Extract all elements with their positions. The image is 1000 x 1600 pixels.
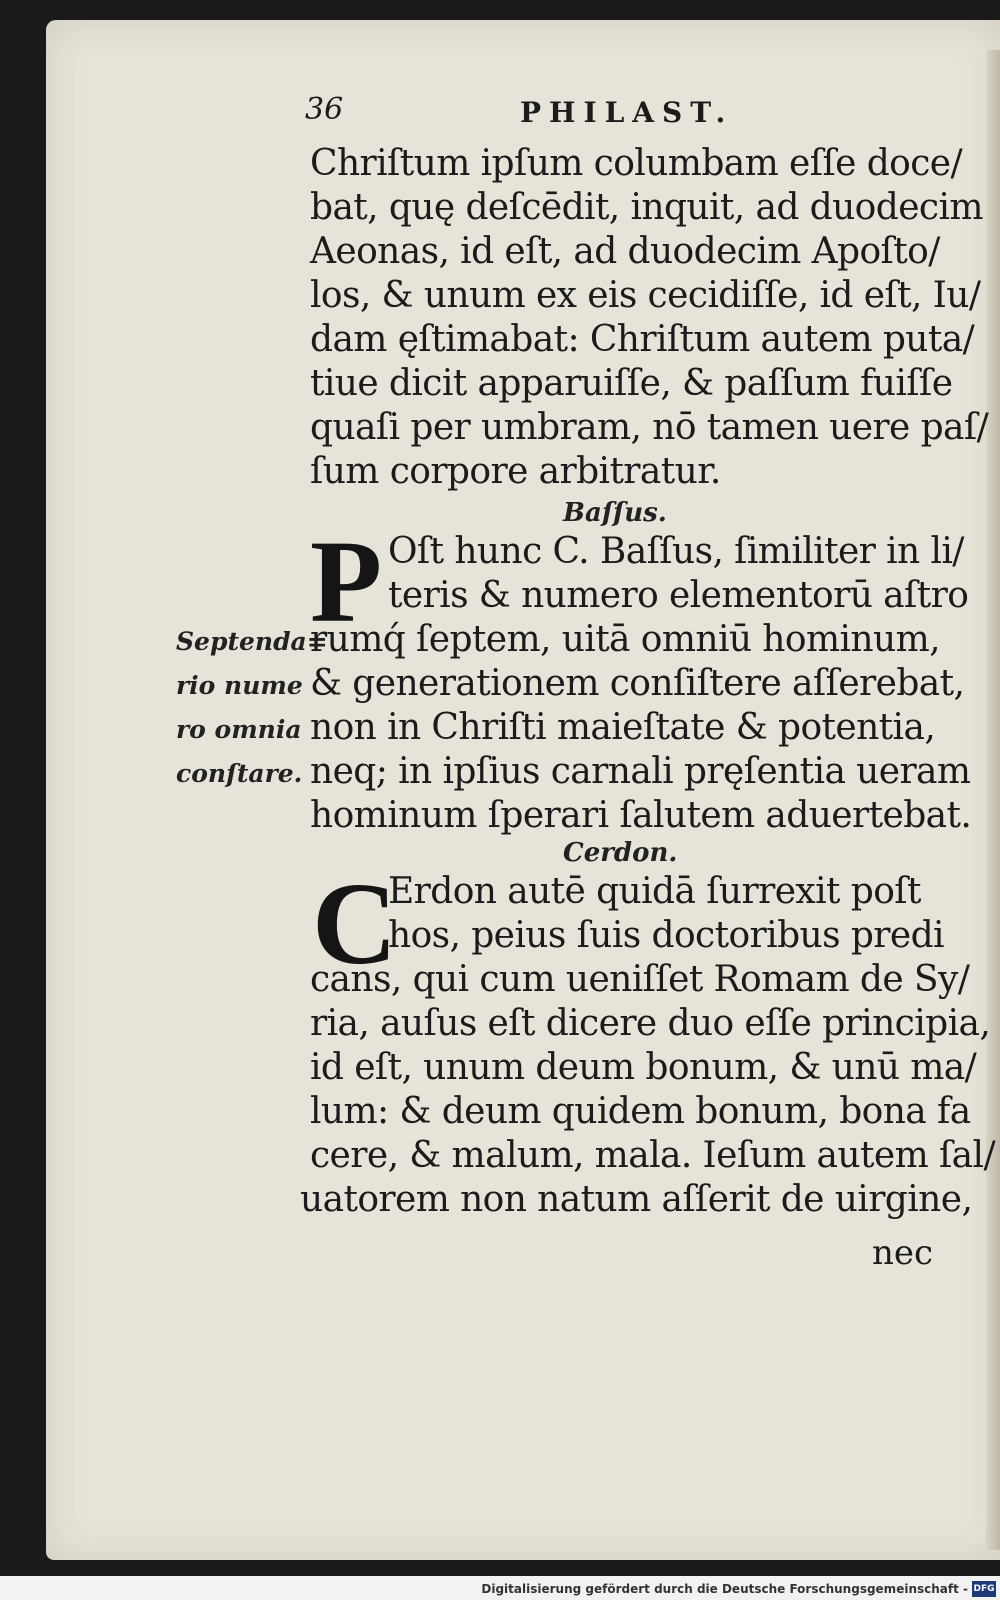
text-line: uatorem non natum aſſerit de uirgine, [300,1179,973,1220]
text-line: hominum ſperari ſalutem aduertebat. [310,795,972,836]
margin-note-line: ro omnia [176,715,302,744]
text-line: hos, peius ſuis doctoribus predi [388,915,944,956]
margin-note-line: Septenda= [176,627,328,656]
text-line: Oſt hunc C. Baſſus, ſimiliter in li/ [388,531,964,572]
footer-bar [0,1576,1000,1600]
text-line: cans, qui cum ueniſſet Romam de Sy/ [310,959,970,1000]
text-line: rumq́ ſeptem, uitā omniū hominum, [310,619,940,660]
section-heading-bassus: Baſſus. [563,498,667,528]
text-line: non in Chriſti maieſtate & potentia, [310,707,936,748]
page-edge [986,50,1000,1550]
margin-note-line: rio nume [176,671,303,700]
text-line: & generationem conſiſtere aſſerebat, [310,663,965,704]
footer-credit: Digitalisierung gefördert durch die Deutsche Forschungsgemeinschaft - [481,1582,968,1596]
text-line: neq; in ipſius carnali pręſentia ueram [310,751,971,792]
text-line: cere, & malum, mala. Ieſum autem ſal/ [310,1135,995,1176]
drop-cap-c: C [312,858,398,989]
text-line: quaſi per umbram, nō tamen uere paſ/ [310,407,989,448]
catchword: nec [872,1233,934,1273]
text-line: los, & unum ex eis cecidiſſe, id eſt, Iu/ [310,275,981,316]
section-heading-cerdon: Cerdon. [563,838,678,868]
page-number: 36 [305,92,344,127]
text-line: dam ęſtimabat: Chriſtum autem puta/ [310,319,975,360]
text-line: Aeonas, id eſt, ad duodecim Apoſto/ [310,231,940,272]
running-title: PHILAST. [520,96,734,129]
margin-note-line: conſtare. [176,759,303,788]
text-line: tiue dicit apparuiſſe, & paſſum fuiſſe [310,363,953,404]
text-line: ſum corpore arbitratur. [310,451,721,492]
dfg-logo: DFG [972,1581,996,1597]
text-line: Erdon autē quidā ſurrexit poſt [388,871,921,912]
text-line: Chriſtum ipſum columbam eſſe doce/ [310,143,963,184]
text-line: bat, quę deſcēdit, inquit, ad duodecim [310,187,983,228]
text-line: lum: & deum quidem bonum, bona fa [310,1091,971,1132]
text-line: id eſt, unum deum bonum, & unū ma/ [310,1047,977,1088]
running-head [305,92,735,132]
text-line: ria, auſus eſt dicere duo eſſe principia, [310,1003,991,1044]
text-line: teris & numero elementorū aſtro [388,575,969,616]
drop-cap-p: P [310,516,383,647]
